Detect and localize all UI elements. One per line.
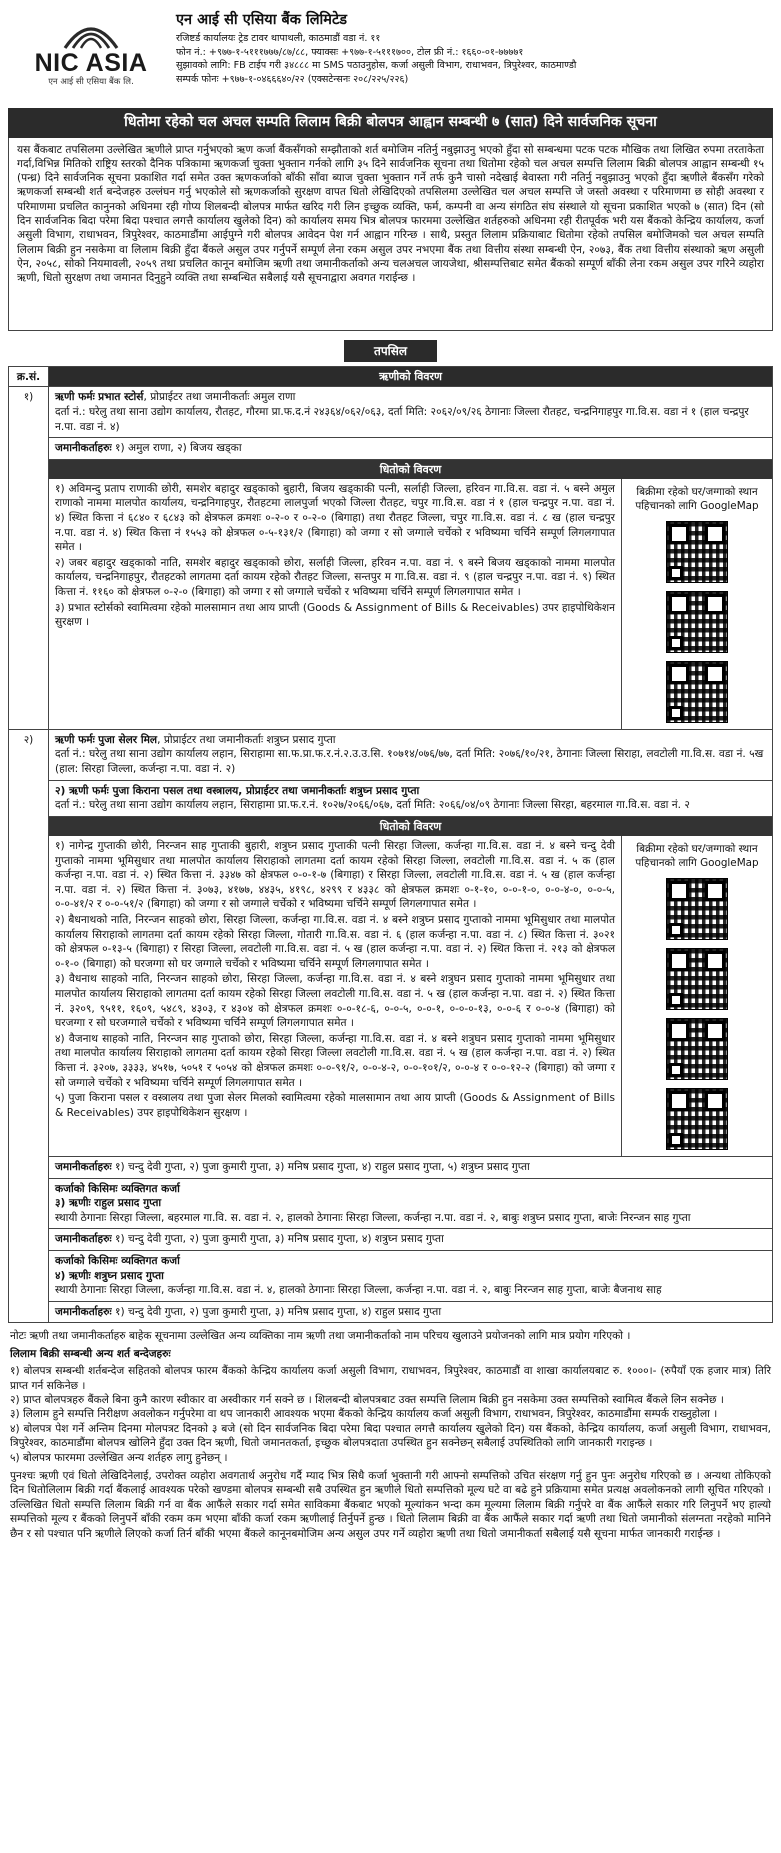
loan-type: कर्जाको किसिमः व्यक्तिगत कर्जा <box>55 1254 180 1267</box>
collateral-item: ५) पुजा किराना पसल र वस्त्रालय तथा पुजा सेलर मिलको स्वामित्वमा रहेको मालसामान तथा आय प्राप्ती (Goods & Assignment of Bills & Receivables) उपर हाइपोथिकेशन सुरक्षण । <box>55 1092 615 1119</box>
personal-loan <box>49 1251 772 1302</box>
borrower-info <box>49 387 772 438</box>
header <box>8 6 773 104</box>
collateral-item: ३) प्रभात स्टोर्सको स्वामित्वमा रहेको मालसामान तथा आय प्राप्ती (Goods & Assignment of Bills & Receivables) उपर हाइपोथिकेशन सुरक्षण । <box>55 601 615 629</box>
guarantor-label: जमानीकर्ताहरुः <box>55 1233 112 1246</box>
map-caption: बिक्रीमा रहेको घर/जग्गाको स्थान पहिचानको लागि GoogleMap <box>635 843 759 869</box>
collateral-item: २) जबर बहादुर खड्काको नाति, समशेर बहादुर खड्काको छोरा, सर्लाही जिल्ला, हरिवन न.पा. वडा नं. ९ बस्ने बिजय खड्काको नाममा मालपोत कार्यालय, चन्द्रनिगाहपुर, रौतहटको लागतमा दर्ता कायम रहेको रौतहट जिल्ला, सन्तपुर म गा.वि.स. वडा नं. ९ (हाल चन्द्रपुर न.पा. वडा नं. ९) स्थित कित्ता नं. ११६० को क्षेत्रफल ०-२-० (बिगाहा) को जग्गा र सो जग्गाले चर्चेको र भविष्यमा चर्चिने सम्पूर्ण लिगलगापात समेत । <box>55 556 615 599</box>
col-borrower-header: ऋणीको विवरण <box>49 367 772 386</box>
borrower-label: ऋणी फर्मः <box>55 733 95 746</box>
map-column <box>622 479 772 729</box>
collateral-item: ४) वैजनाथ साहको नाति, निरन्जन साह गुप्ताको छोरा, सिरहा जिल्ला, कर्जन्हा गा.वि.स. वडा नं. ४ बस्ने शत्रुघन प्रसाद गुप्ताको नाममा भूमिसुधार तथा मालपोत कार्यालय सिराहाको लागतमा दर्ता कायम रहेको सिरहा जिल्ला लवटोली गा.वि.स. वडा नं. ५ ख (हाल कर्जन्हा न.पा. वडा नं. २) स्थित कित्ता नं. ३२०७, ३३३३, ४५१७, ५०५१ र ५०५४ को क्षेत्रफल क्रमशः ०-०-९१/२, ०-०-४-२, ०-०-१०१/२, ०-०-४ र ०-०-१२-२ (बिगाहा) को जग्गा र सो जग्गाले चर्चेको र भविष्यमा चर्चिने सम्पूर्ण लिगलगापात समेत । <box>55 1032 615 1089</box>
logo-arc-icon <box>59 16 123 50</box>
collateral-item: २) बैधनाथको नाति, निरन्जन साहको छोरा, सिरहा जिल्ला, कर्जन्हा गा.वि.स. वडा नं. ४ बस्ने शत्रुघ्न प्रसाद गुप्ताको नाममा भूमिसुधार तथा मालपोत कार्यालय सिराहाको लागतमा दर्ता कायम रहेको सिरहा जिल्ला, गोतारी गा.वि.स. वडा नं. ६ (हाल कर्जन्हा न.पा. वडा नं. ८) स्थित कित्ता नं. ३०२१ को क्षेत्रफल ०-१३-५ (बिगाहा) र सिरहा जिल्ला, लवटोली गा.वि.स. वडा नं. ५ ख (हाल कर्जन्हा न.पा. वडा नं. २) स्थित कित्ता नं. २१३ को क्षेत्रफल ०-१-० (बिगाहा) को घरजग्गा सो घर जग्गाले चर्चेको र भविष्यमा चर्चिने सम्पूर्ण लिगलगापात समेत । <box>55 913 615 970</box>
notes-section <box>8 1323 773 1541</box>
guarantor-label: जमानीकर्ताहरुः <box>55 442 112 455</box>
header-info <box>166 10 767 86</box>
col-sn-header: क्र.सं. <box>9 367 49 386</box>
sub-borrower-detail: दर्ता नं.: घरेलु तथा साना उद्योग कार्यालय लहान, सिराहामा प्रा.फ.र.नं. १०२७/२०६६/०६७, दर्ता मिति: २०६६/०४/०९ ठेगानाः जिल्ला सिरहा, बहरमाल गा.वि.स. वडा नं. २ <box>55 799 690 812</box>
qr-code-icon[interactable] <box>666 591 728 653</box>
qr-code-icon[interactable] <box>666 1018 728 1080</box>
guarantor-list: १) अमुल राणा, २) बिजय खड्का <box>114 442 242 455</box>
collateral-section <box>49 479 772 729</box>
borrower-detail: दर्ता नं.: घरेलु तथा साना उद्योग कार्यालय लहान, सिराहामा सा.फ.प्रा.फ.र.नं.२.उ.उ.सि. १०७१४/०७६/७७, दर्ता मिति: २०७६/१०/२१, ठेगानाः जिल्ला सिराहा, लवटोली गा.वि.स. वडा नं. ५ख (हाल: सिरहा जिल्ला, कर्जन्हा न.पा. वडा नं. २) <box>55 748 764 776</box>
bank-logo <box>16 10 166 89</box>
guarantor-list: १) चन्दु देवी गुप्ता, २) पुजा कुमारी गुप्ता, ३) मनिष प्रसाद गुप्ता, ४) शत्रुघ्न प्रसाद गुप्ता <box>114 1233 444 1246</box>
borrower-name: प्रभात स्टोर्स <box>98 391 144 404</box>
collateral-list <box>49 836 622 1156</box>
collateral-list <box>49 479 622 729</box>
condition-item: २) प्राप्त बोलपत्रहरु बैंकले बिना कुनै कारण स्वीकार वा अस्वीकार गर्न सक्ने छ । शिलबन्दी बोलपत्रबाट उक्त सम्पत्ति लिलाम बिक्री हुन नसकेमा उक्त सम्पत्तिको स्वामित्व बैंकले लिन सक्नेछ । <box>10 1393 724 1406</box>
qr-code-icon[interactable] <box>666 878 728 940</box>
logo-subtext: एन आई सी एसिया बैंक लि. <box>48 77 134 87</box>
loan-type: कर्जाको किसिमः व्यक्तिगत कर्जा <box>55 1182 180 1195</box>
table-row <box>9 387 772 730</box>
note-text: नोटः ऋणी तथा जमानीकर्ताहरु बाहेक सूचनामा उल्लेखित अन्य व्यक्तिका नाम ऋणी तथा जमानीकर्ताको नाम परिचय खुलाउने प्रयोजनको लागि मात्र प्रयोग गरिएको । <box>10 1330 631 1343</box>
map-column <box>622 836 772 1156</box>
conditions-title: लिलाम बिक्री सम्बन्धी अन्य शर्त बन्देजहरुः <box>10 1347 171 1360</box>
loan-address: स्थायी ठेगानाः सिरहा जिल्ला, कर्जन्हा गा.वि.स. वडा नं. ४, हालको ठेगानाः सिरहा जिल्ला, कर्जन्हा न.पा. वडा नं. २, बाबुः निरन्जन साह गुप्ता, बाजेः बैजनाथ साह <box>55 1284 662 1297</box>
qr-code-icon[interactable] <box>666 661 728 723</box>
loan-borrower: ४) ऋणीः शत्रुघ्न प्रसाद गुप्ता <box>55 1269 164 1282</box>
guarantor-label: जमानीकर्ताहरुः <box>55 1161 112 1173</box>
tapsil-heading: तपसिल <box>344 340 437 363</box>
borrower-detail: दर्ता नं.: घरेलु तथा साना उद्योग कार्यालय, रौतहट, गौरमा प्रा.फ.द.नं २४३६४/०६२/०६३, दर्ता मिति: २०६२/०९/२६ ठेगानाः जिल्ला रौतहट, चन्द्रनिगाहपुर गा.वि.स. वडा नं १ (हाल चन्द्रपुर न.पा. वडा नं. ४) <box>55 405 749 433</box>
logo-text: NIC ASIA <box>34 49 148 77</box>
borrower-table <box>8 366 773 1323</box>
conditions-list <box>10 1364 771 1465</box>
notice-title: धितोमा रहेको चल अचल सम्पति लिलाम बिक्री बोलपत्र आह्वान सम्बन्धी ७ (सात) दिने सार्वजनिक सूचना <box>8 108 773 138</box>
loan-address: स्थायी ठेगानाः सिरहा जिल्ला, बहरमाल गा.वि. स. वडा नं. २, हालको ठेगानाः सिरहा जिल्ला, कर्जन्हा न.पा. वडा नं. २, बाबुः शत्रुघ्न प्रसाद गुप्ता, बाजेः निरन्जन साह गुप्ता <box>55 1211 691 1224</box>
sms-line: सुझावको लागि: FB टाईप गरी ३४८८८ मा SMS पठाउनुहोस, कर्जा असुली विभाग, राधाभवन, त्रिपुरेश्वर, काठमाण्डौ <box>176 60 577 71</box>
qr-code-icon[interactable] <box>666 948 728 1010</box>
loan-borrower: ३) ऋणीः राहुल प्रसाद गुप्ता <box>55 1197 162 1210</box>
sub-borrower-info <box>49 781 772 817</box>
collateral-heading: धितोको विवरण <box>49 817 772 836</box>
guarantor-list: १) चन्दु देवी गुप्ता, २) पुजा कुमारी गुप्ता, ३) मनिष प्रसाद गुप्ता, ४) राहुल प्रसाद गुप्ता <box>114 1305 442 1318</box>
guarantor-label: जमानीकर्ताहरुः <box>55 1305 112 1318</box>
condition-item: ३) लिलाम हुने सम्पत्ति निरीक्षण अवलोकन गर्नुपरेमा वा थप जानकारी आवश्यक भएमा बैंकको केन्द्रिय कार्यालय कर्जा असुली विभाग, राधाभवन, त्रिपुरेश्वर, काठमाडौंमा सम्पर्क राख्नुहोला । <box>10 1408 718 1421</box>
contact-line: सम्पर्क फोनः +९७७-१-०४६६६४०/२२ (एक्सटेन्सनः २०८/२२५/२२६) <box>176 73 409 85</box>
guarantors <box>49 1157 772 1179</box>
table-row <box>9 730 772 1322</box>
address-line: रजिष्टर्ड कार्यालयः ट्रेड टावर थापाथली, काठमाडौं वडा नं. ११ <box>176 33 381 44</box>
collateral-item: १) नागेन्द्र गुप्ताकी छोरी, निरन्जन साह गुप्ताकी बुहारी, शत्रुघ्न प्रसाद गुप्ताकी पत्नी सिरहा जिल्ला, कर्जन्हा गा.वि.स. वडा नं. ४ बस्ने चन्दु देवी गुप्ताको नाममा भूमिसुधार तथा मालपोत कार्यालय सिराहाको लागतमा दर्ता कायम रहेको सिरहा जिल्ला, लवटोली गा.वि.स. वडा नं. ५ क (हाल कर्जन्हा न.पा. वडा नं. २) स्थित कित्ता नं. ३३४७ को क्षेत्रफल ०-०-१-७ (बिगाहा) र सिरहा जिल्ला, लवटोली गा.वि.स. वडा नं. ५ ख (हाल कर्जन्हा न.पा. वडा नं. २) स्थित कित्ता नं. ३०७३, ४१७७, ४४३५, ४१९८, ४२९९ र ४३३८ को क्षेत्रफल क्रमशः ०-१-१०, ०-०-१-०, ०-०-४-०, ०-०-५, ०-०-४१/२ र ०-०-५१/२ (बिगाहा) को जग्गा र सो जग्गाले चर्चेको र भविष्यमा चर्चिने सम्पूर्ण लिगलगापात समेत । <box>55 840 615 911</box>
qr-code-icon[interactable] <box>666 1088 728 1150</box>
condition-item: १) बोलपत्र सम्बन्धी शर्तबन्देज सहितको बोलपत्र फारम बैंकको केन्द्रिय कार्यालय कर्जा असुली विभाग, राधाभवन, त्रिपुरेश्वर, काठमाडौं वा शाखा कार्यालयबाट रु. १०००।- (रुपैयाँ एक हजार मात्र) तिरि प्राप्त गर्न सकिनेछ । <box>10 1365 771 1392</box>
entry-number: २) <box>9 730 49 1322</box>
condition-item: ५) बोलपत्र फारममा उल्लेखित अन्य शर्तहरु लागु हुनेछन् । <box>10 1451 228 1464</box>
borrower-label: ऋणी फर्मः <box>55 391 95 404</box>
entry-number: १) <box>9 387 49 729</box>
guarantors <box>49 438 772 460</box>
collateral-item: १) अविमन्दु प्रताप राणाकी छोरी, समशेर बहादुर खड्काको बुहारी, बिजय खड्काकी पत्नी, सर्लाही जिल्ला, हरिवन गा.वि.स. वडा नं. ५ बस्ने अमुल राणाको नाममा मालपोत कार्यालय, चन्द्रनिगाहपुर, रौतहटमा लालपुर्जा भएको जिल्ला रौतहट, चपुर गा.वि.स. वडा नं १ (हाल चन्द्रपुर न.पा. वडा नं. ४) स्थित कित्ता नं ६८४० र ६८४३ को क्षेत्रफल क्रमशः ०-२-० र ०-२-० (बिगाहा) तथा रौतहट जिल्ला, चपुर गा.वि.स. वडा नं. ८ ख (हाल चन्द्रपुर न.पा. वडा नं. ४) स्थित कित्ता नं १५५३ को क्षेत्रफल ०-५-१३१/२ (बिगाहा) को जग्गा र सो जग्गाले चर्चेको र भविष्यमा चर्चिने सम्पूर्ण लिगलगापात समेत । <box>55 482 615 554</box>
collateral-item: ३) वैधनाथ साहको नाति, निरन्जन साहको छोरा, सिरहा जिल्ला, कर्जन्हा गा.वि.स. वडा नं. ४ बस्ने शत्रुघन प्रसाद गुप्ताको नाममा भूमिसुधार तथा मालपोत कार्यालय सिराहाको लागतमा दर्ता कायम रहेको सिरहा जिल्ला लवटोली गा.वि.स. वडा नं. ५ ख (हाल कर्जन्हा न.पा. वडा नं. २) स्थित कित्ता नं. ३२०९, ९५११, १६०९, ५४८९, ४३०३, र ४३०४ को क्षेत्रफल क्रमशः ०-०-१८-६, ०-०-५, ०-०-१, ०-०-०-१३, ०-०-६ र ०-०-४ (बिगाहा) को घरजग्गा र सो घरजग्गाले चर्चेको र भविष्यमा चर्चिने सम्पूर्ण लिगलगापात समेत । <box>55 973 615 1030</box>
borrower-name: पुजा सेलर मिल <box>98 733 158 746</box>
personal-loan <box>49 1179 772 1230</box>
borrower-proprietor: , प्रोप्राईटर तथा जमानीकर्ताः शत्रुघ्न प्रसाद गुप्ता <box>157 733 336 746</box>
guarantor-list: १) चन्दु देवी गुप्ता, २) पुजा कुमारी गुप्ता, ३) मनिष प्रसाद गुप्ता, ४) राहुल प्रसाद गुप्ता, ५) शत्रुघ्न प्रसाद गुप्ता <box>114 1161 530 1173</box>
map-caption: बिक्रीमा रहेको घर/जग्गाको स्थान पहिचानको लागि GoogleMap <box>635 485 759 512</box>
phone-line: फोन नं.: +९७७-१-५१११७७७/८७/८८, फ्याक्सः +९७७-१-५१११७००, टोल फ्री नं.: १६६०-०१-७७७७१ <box>176 46 524 58</box>
guarantors <box>49 1229 772 1251</box>
table-header <box>9 367 772 387</box>
condition-item: ४) बोलपत्र पेश गर्ने अन्तिम दिनमा मोलपत्रट दिनको ३ बजे (सो दिन सार्वजनिक बिदा परेमा बिदा पश्चात लगत्तै कार्यालय खुलेको दिन) यस बैंकको, केन्द्रिय कार्यालय, कर्जा असुली विभाग, राधाभवन, त्रिपुरेश्वर, काठमाडौंमा बोलपत्र खोलिने हुँदा उक्त दिन ऋणी, धितो जमानतकर्ता, इच्छुक बोलपत्रदाता उपस्थित हुन सक्नेछन् सबैलाई उपस्थितिको लागि जानकारी गराइन्छ । <box>10 1422 771 1450</box>
intro-paragraph: यस बैंकबाट तपसिलमा उल्लेखित ऋणीले प्राप्त गर्नुभएको ऋण कर्जा बैंकसँगको सम्झौताको शर्त बमोजिम नतिर्नु नबुझाउनु भएको हुँदा सो सम्बन्धमा पटक पटक मौखिक तथा लिखित रुपमा तरताकेता गर्दा,विभिन्न मितिको राष्ट्रिय स्तरको दैनिक पत्रिकामा ऋणकर्जा चुक्ता भुक्तान गर्नको लागि ३५ दिने सार्वजनिक सूचना तथा धितोमा रहेको चल अचल सम्पत्ति लिलाम बिक्री बोलपत्र आह्वान सम्बन्धी १५ (पन्ध्र) दिने सार्वजनिक सूचना प्रकाशित गर्दा समेत उक्त ऋणकर्जाको बाँकी साँवा ब्याज चुक्ता भुक्तान गर्ने तर्फ कुनै चासो नदेखाई बेवास्ता गरी नतिर्नु नबुझाउनु भएको हुँदा ऋणीले बैंकसँग गरेको ऋणकर्जा सम्बन्धी शर्त बन्देजहरु उल्लंघन गर्नु भएकोले सो ऋणकर्जाको सुरक्षण वापत धितो लेखिदिएको तपसिलमा उल्लेखित चल अचल सम्पत्ति जे जस्तो अवस्था र परिमाणमा छ सोही अवस्था र परिमाणमा प्रचलित कानुनको अधिनमा रही गोप्य शिलबन्दी बोलपत्र मार्फत खरिद गरी लिन इच्छुक व्यक्ति, फर्म, कम्पनी वा अन्य संगठित संघ संस्थाले यो सूचना प्रकाशित भएको ७ (सात) दिन (सो दिन सार्वजनिक बिदा परेमा बिदा पश्चात लगत्तै कार्यालय खुलेको दिन) को कार्यालय समय भित्र बोलपत्र फारममा उल्लेखित शर्तहरुको अधिनमा रही रीतपूर्वक भरी यस बैंकको केन्द्रिय कार्यालय, कर्जा असुली विभाग, राधाभवन, त्रिपुरेश्वर, काठमाडौंमा आईपुग्ने गरी बोलपत्र आवेदन पेश गर्न आह्वान गरिन्छ । साथै, प्रस्तुत लिलाम प्रक्रियाबाट धितोमा रहेको तपसिल बमोजिमको चल अचल सम्पति लिलाम बिक्री हुन नसकेमा वा लिलाम बिक्री हुँदा बैंकले असुल उपर गर्नुपर्ने सम्पूर्ण लेना रकम असुल उपर नभएमा बैंक तथा वित्तीय संस्था सम्बन्धी ऐन, २०७३, बैंक तथा वित्तीय संस्थाको ऋण असुली ऐन, २०५८, सोको नियमावली, २०५९ तथा प्रचलित कानून बमोजिम ऋणी तथा जमानीकर्ताको अन्य चलअचल जायजेथा, श्रीसम्पत्तिबाट समेत बैंकको सम्पूर्ण बाँकी लेना रकम असुल उपर गरिने व्यहोरा ऋणी, धितो सुरक्षण तथा जमानत दिनुहुने व्यक्ति तथा सम्बन्धित सबैलाई यसै सूचनाद्वारा अवगत गराईन्छ । <box>8 138 773 331</box>
borrower-proprietor: , प्रोप्राईटर तथा जमानीकर्ताः अमुल राणा <box>143 391 296 404</box>
guarantors <box>49 1302 772 1323</box>
bank-name: एन आई सी एसिया बैंक लिमिटेड <box>176 12 348 28</box>
qr-code-icon[interactable] <box>666 521 728 583</box>
collateral-heading: धितोको विवरण <box>49 460 772 479</box>
closing-paragraph: पुनश्चः ऋणी एवं धितो लेखिदिनेलाई, उपरोक्त व्यहोरा अवगतार्थ अनुरोध गर्दै म्याद भित्र सिधै कर्जा भुक्तानी गरी आफ्नो सम्पत्तिको उचित संरक्षण गर्नु हुन पुनः अनुरोध गरिएको छ । अन्यथा तोकिएको दिन धितोलिलाम बिक्री गर्दा बैंकलाई आवश्यक परेको खण्डमा बोलपत्र सम्बन्धी सबै उपस्थित हुन ऋणीले धितो सम्पत्तिको मूल्य घटे वा बढे हुने प्रक्रियामा समेत प्रत्यक्ष अवलोकनको लागी सूचित गरिएको । उल्लिखित धितो सम्पत्ति लिलाम बिक्री गर्न वा बैंक आफैंले सकार गर्दा समेत साविकमा बैंकबाट भएको मूल्यांकन भन्दा कम मूल्यमा लिलाम बिक्री गर्नुपरे वा बैंक आफैंले सकार गरि लिनुपर्ने भए हाल्यो सम्पत्तिको मूल्य र बैंकको लिनुपर्ने बाँकी रकम कम भएमा बाँकी कर्जा रकम ऋणीलाई तिर्नुपर्ने हुन्छ । धितो लिलाम बिक्री वा बैंक आफैंले सकार गर्दा ऋणी तथा धितो जमानीको संलग्नता नरहेको मानिने छैन र सो पश्चात पनि ऋणीले लिएको कर्जा तिर्न बाँकी भएमा बैंकले कानूनबमोजिम अन्य असुल उपर गर्ने व्यहोरा ऋणी तथा धितो जमानीकर्ता सबैलाई यसै सूचना मार्फत जानकारी गराईन्छ । <box>10 1470 771 1540</box>
collateral-section <box>49 836 772 1157</box>
sub-borrower-name: २) ऋणी फर्मः पुजा किराना पसल तथा वस्त्रालय, प्रोप्राईटर तथा जमानीकर्ताः शत्रुघ्न प्रसाद गुप्ता <box>55 784 420 797</box>
borrower-info <box>49 730 772 781</box>
